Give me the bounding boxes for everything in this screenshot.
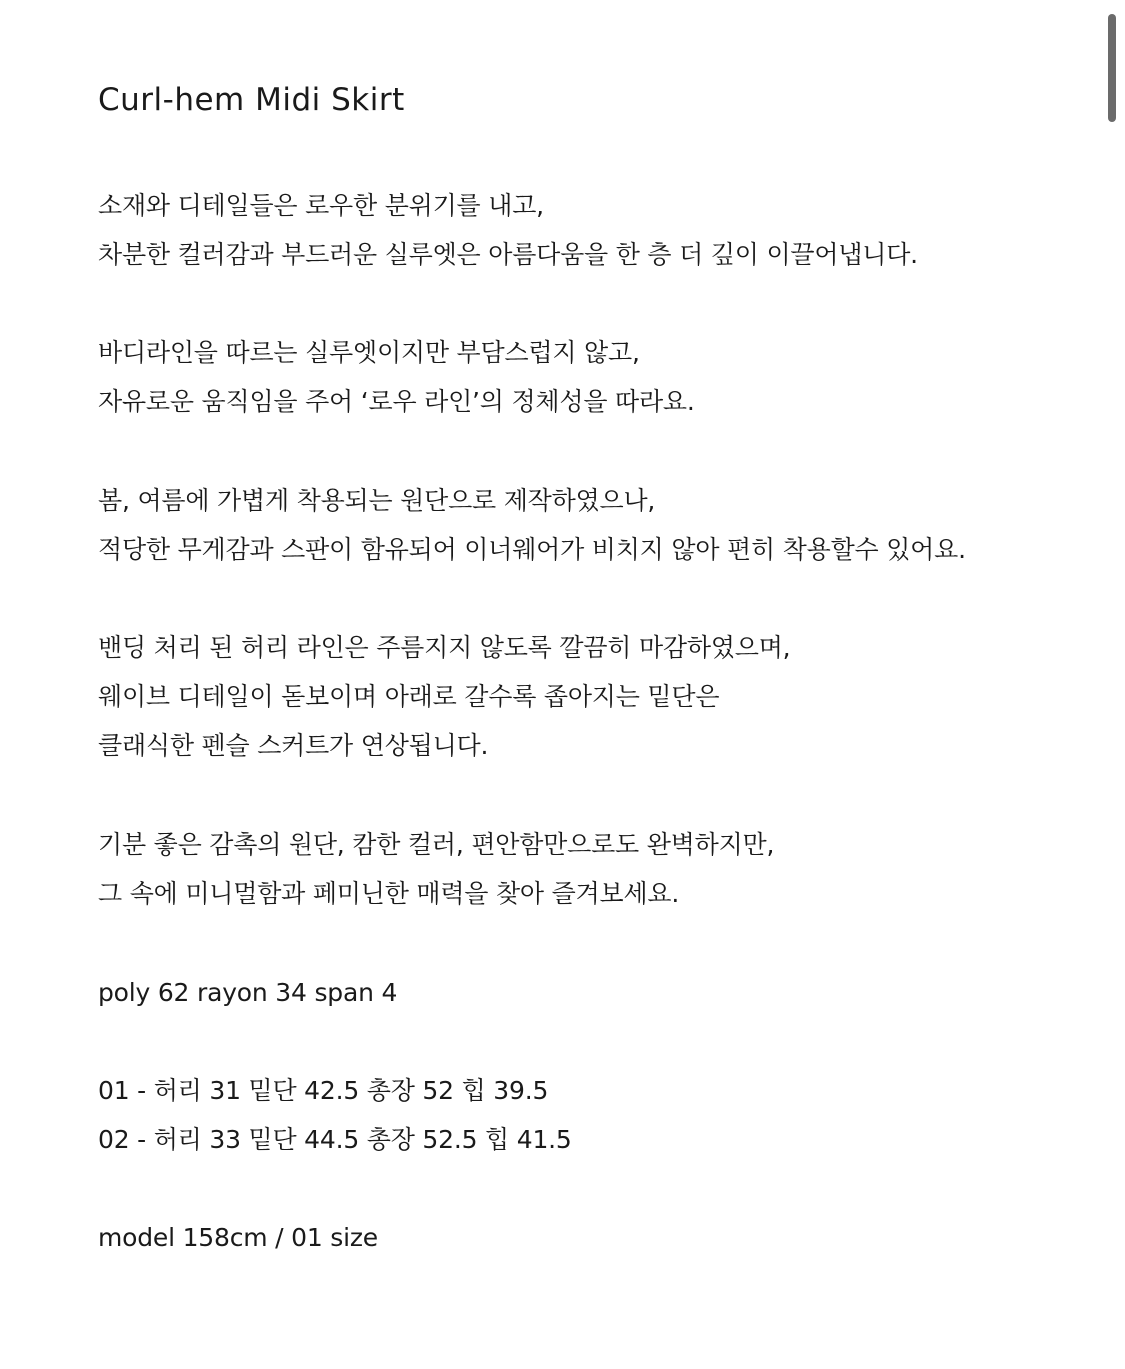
description-line: 밴딩 처리 된 허리 라인은 주름지지 않도록 깔끔히 마감하였으며, — [98, 633, 791, 662]
description-line: 차분한 컬러감과 부드러운 실루엣은 아름다움을 한 층 더 깊이 이끌어냅니다. — [98, 240, 918, 269]
description-line: 소재와 디테일들은 로우한 분위기를 내고, — [98, 191, 544, 220]
description-line: 웨이브 디테일이 돋보이며 아래로 갈수록 좁아지는 밑단은 — [98, 682, 720, 711]
fabric-composition: poly 62 rayon 34 span 4 — [98, 978, 398, 1007]
product-title: Curl-hem Midi Skirt — [98, 82, 405, 118]
description-line: 그 속에 미니멀함과 페미닌한 매력을 찾아 즐겨보세요. — [98, 879, 680, 908]
scrollbar-thumb[interactable] — [1108, 14, 1116, 122]
vertical-scrollbar[interactable] — [1099, 0, 1125, 1369]
model-info: model 158cm / 01 size — [98, 1223, 378, 1252]
description-line: 클래식한 펜슬 스커트가 연상됩니다. — [98, 731, 489, 760]
description-line: 적당한 무게감과 스판이 함유되어 이너웨어가 비치지 않아 편히 착용할수 있어요. — [98, 535, 966, 564]
description-line: 기분 좋은 감촉의 원단, 캄한 컬러, 편안함만으로도 완벽하지만, — [98, 830, 775, 859]
description-line: 봄, 여름에 가볍게 착용되는 원단으로 제작하였으나, — [98, 486, 656, 515]
description-line: 바디라인을 따르는 실루엣이지만 부담스럽지 않고, — [98, 338, 640, 367]
size-01-measurements: 01 - 허리 31 밑단 42.5 총장 52 힙 39.5 — [98, 1076, 549, 1105]
description-line: 자유로운 움직임을 주어 ‘로우 라인’의 정체성을 따라요. — [98, 387, 695, 416]
size-02-measurements: 02 - 허리 33 밑단 44.5 총장 52.5 힙 41.5 — [98, 1125, 572, 1154]
